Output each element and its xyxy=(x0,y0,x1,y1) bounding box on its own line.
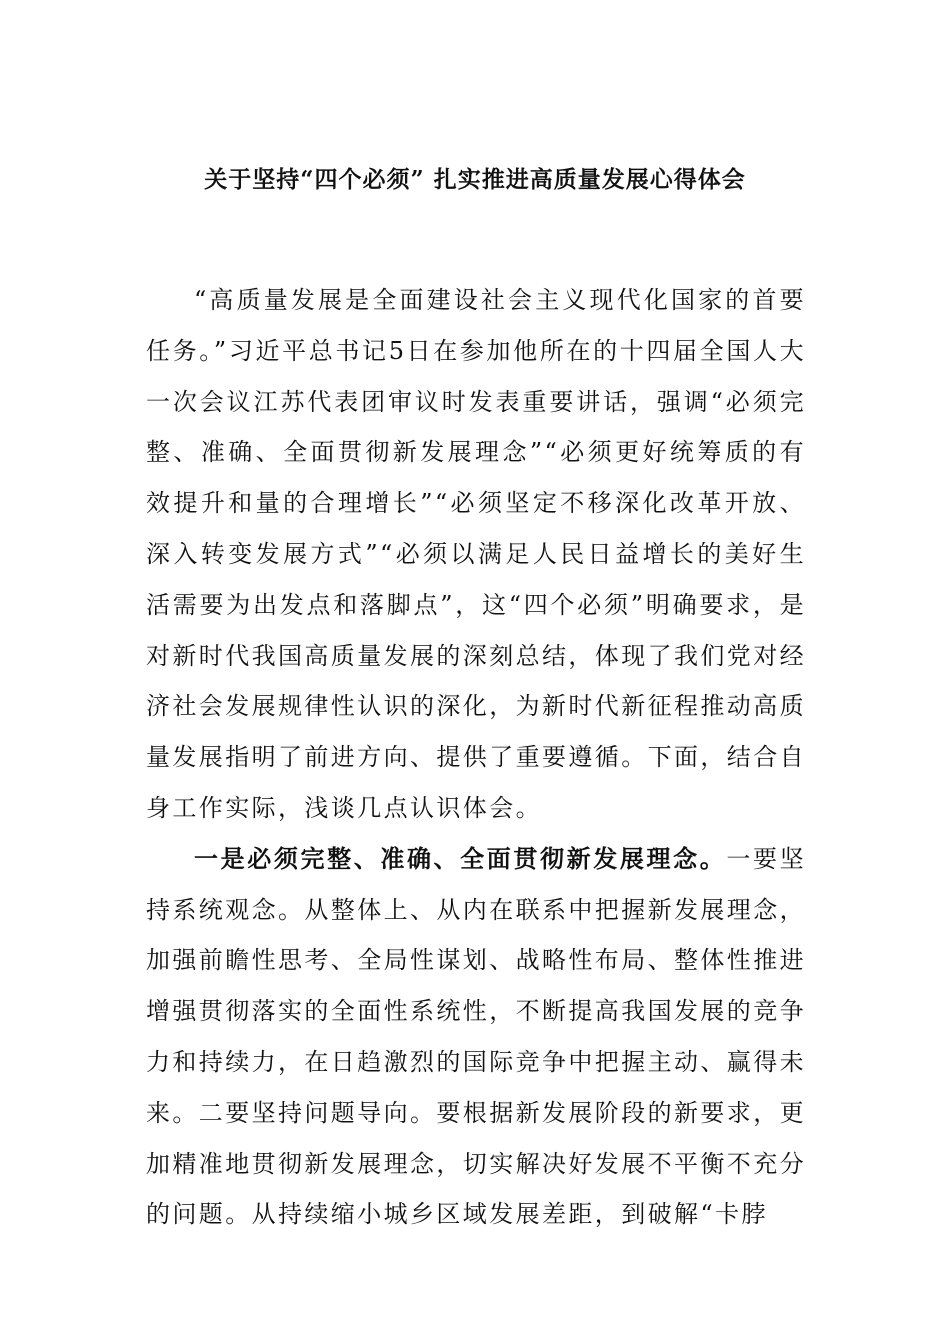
document-body xyxy=(146,275,806,1240)
paragraph-point-one xyxy=(146,834,806,1240)
paragraph-lead: 一是必须完整、准确、全面贯彻新发展理念。 xyxy=(194,843,727,873)
paragraph-text: “高质量发展是全面建设社会主义现代化国家的首要任务。”习近平总书记5日在参加他所在的十四届全国人大一次会议江苏代表团审议时发表重要讲话，强调“必须完整、准确、全面贯彻新发展理念”“必须更好统筹质的有效提升和量的合理增长”“必须坚定不移深化改革开放、深入转变发展方式”“必须以满足人民日益增长的美好生活需要为出发点和落脚点”，这“四个必须”明确要求，是对新时代我国高质量发展的深刻总结，体现了我们党对经济社会发展规律性认识的深化，为新时代新征程推动高质量发展指明了前进方向、提供了重要遵循。下面，结合自身工作实际，浅谈几点认识体会。 xyxy=(146,286,806,822)
paragraph-text: 一要坚持系统观念。从整体上、从内在联系中把握新发展理念，加强前瞻性思考、全局性谋划、战略性布局、整体性推进增强贯彻落实的全面性系统性，不断提高我国发展的竞争力和持续力，在日趋激烈的国际竞争中把握主动、赢得未来。二要坚持问题导向。要根据新发展阶段的新要求，更加精准地贯彻新发展理念，切实解决好发展不平衡不充分的问题。从持续缩小城乡区域发展差距，到破解“卡脖 xyxy=(146,844,806,1229)
document-title: 关于坚持“四个必须” 扎实推进高质量发展心得体会 xyxy=(204,166,746,193)
paragraph-intro xyxy=(146,275,806,834)
